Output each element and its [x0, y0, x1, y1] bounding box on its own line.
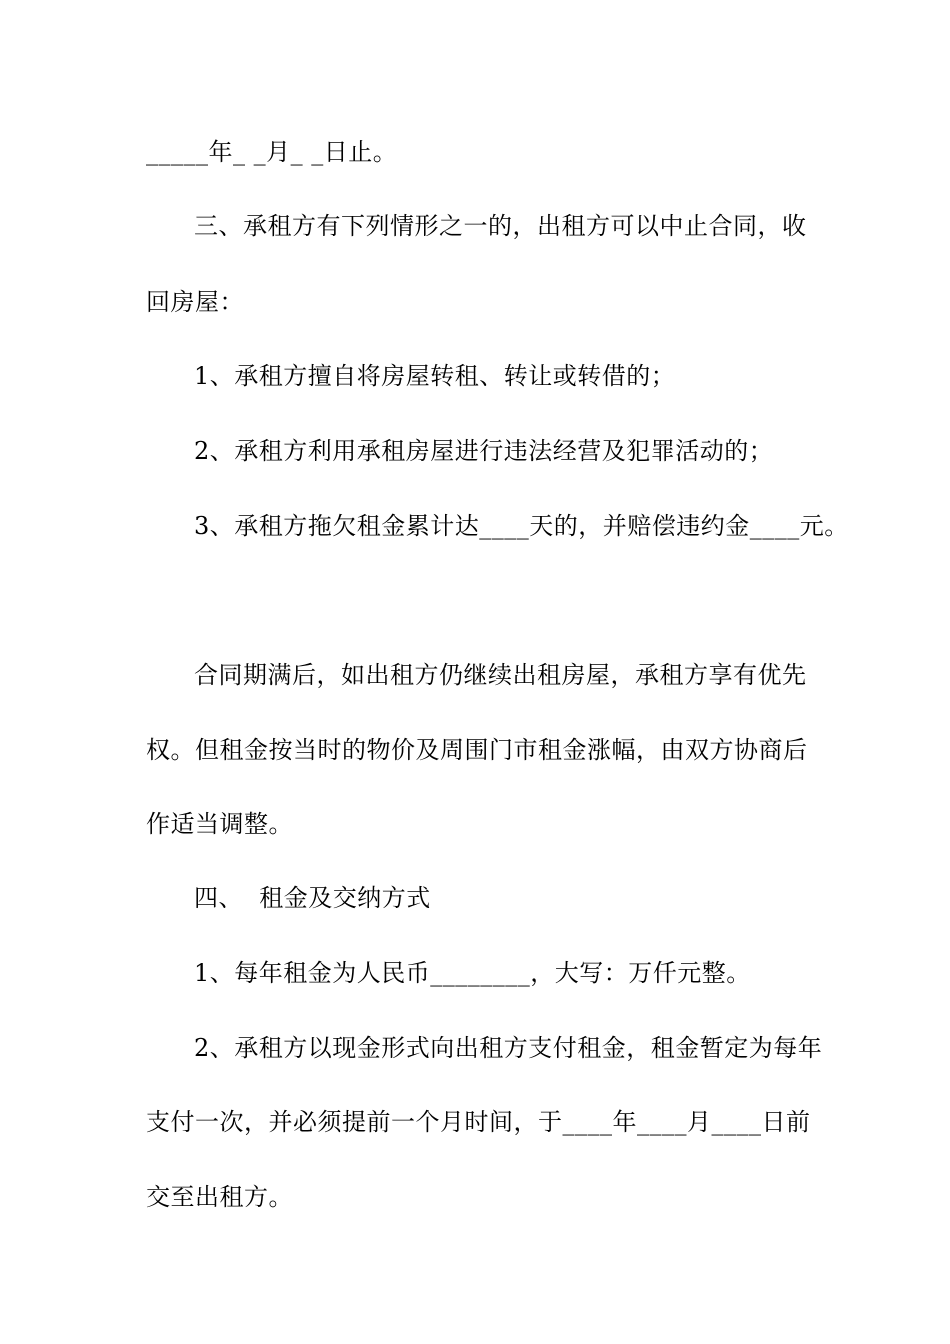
clause-4-2-line-3: 交至出租方。 — [146, 1183, 293, 1211]
section-three-heading: 三、承租方有下列情形之一的，出租方可以中止合同，收 — [194, 212, 807, 240]
clause-3-1: 1、承租方擅自将房屋转租、转让或转借的； — [194, 362, 676, 390]
section-three-heading-cont: 回房屋： — [146, 288, 244, 316]
clause-4-1: 1、每年租金为人民币________，大写：万仟元整。 — [194, 959, 751, 987]
renewal-paragraph-line-2: 权。但租金按当时的物价及周围门市租金涨幅，由双方协商后 — [146, 736, 808, 764]
clause-4-2-line-2: 支付一次，并必须提前一个月时间，于____年____月____日前 — [146, 1108, 811, 1136]
clause-3-2: 2、承租方利用承租房屋进行违法经营及犯罪活动的； — [194, 437, 774, 465]
section-four-heading: 四、 租金及交纳方式 — [194, 884, 431, 912]
clause-4-2-line-1: 2、承租方以现金形式向出租方支付租金，租金暂定为每年 — [194, 1034, 823, 1062]
clause-3-3: 3、承租方拖欠租金累计达____天的，并赔偿违约金____元。 — [194, 512, 849, 540]
lease-end-date-line: _____年_ _月_ _日止。 — [146, 138, 398, 166]
renewal-paragraph-line-1: 合同期满后，如出租方仍继续出租房屋，承租方享有优先 — [194, 661, 807, 689]
renewal-paragraph-line-3: 作适当调整。 — [146, 810, 293, 838]
